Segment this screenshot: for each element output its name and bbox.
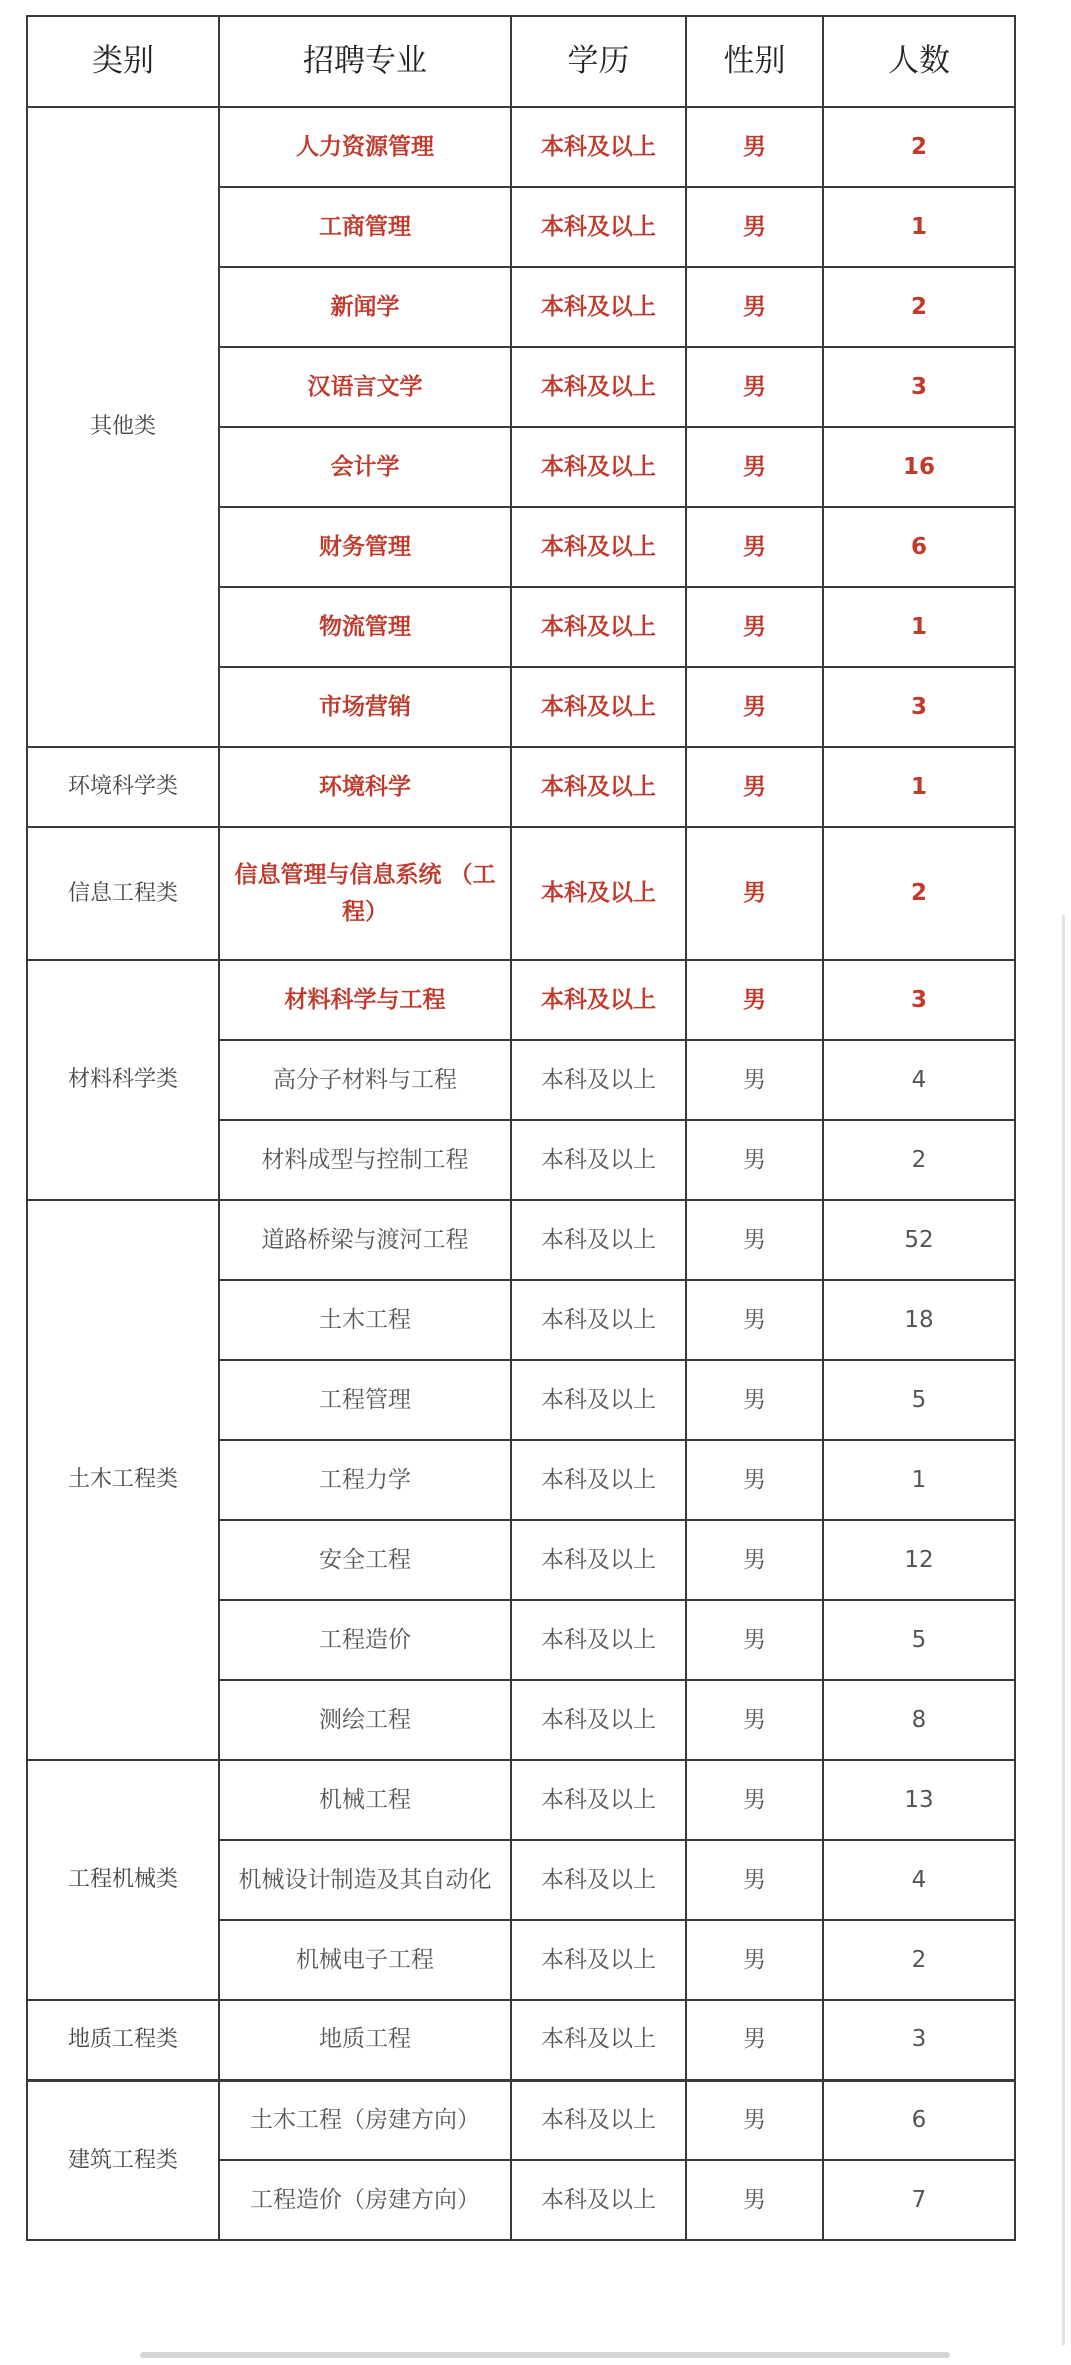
count-cell: 13: [823, 1760, 1015, 1840]
count-cell: 1: [823, 747, 1015, 827]
major-cell: 机械工程: [219, 1760, 511, 1840]
gender-cell: 男: [686, 107, 823, 187]
major-cell: 信息管理与信息系统 （工程）: [219, 827, 511, 960]
table-row: [27, 2080, 1015, 2160]
major-cell: 材料科学与工程: [219, 960, 511, 1040]
count-cell: 3: [823, 2000, 1015, 2080]
category-cell-machinery: 工程机械类: [27, 1760, 219, 2000]
table-row: [27, 2000, 1015, 2080]
major-cell: 工程管理: [219, 1360, 511, 1440]
education-cell: 本科及以上: [511, 587, 686, 667]
major-cell: 高分子材料与工程: [219, 1040, 511, 1120]
gender-cell: 男: [686, 187, 823, 267]
recruitment-table-wrapper: [26, 15, 1014, 2241]
gender-cell: 男: [686, 960, 823, 1040]
major-cell: 工商管理: [219, 187, 511, 267]
major-cell: 工程力学: [219, 1440, 511, 1520]
education-cell: 本科及以上: [511, 1040, 686, 1120]
major-cell: 材料成型与控制工程: [219, 1120, 511, 1200]
gender-cell: 男: [686, 1600, 823, 1680]
count-cell: 6: [823, 507, 1015, 587]
gender-cell: 男: [686, 1280, 823, 1360]
gender-cell: 男: [686, 1440, 823, 1520]
education-cell: 本科及以上: [511, 187, 686, 267]
gender-cell: 男: [686, 2080, 823, 2160]
major-cell: 人力资源管理: [219, 107, 511, 187]
count-cell: 16: [823, 427, 1015, 507]
table-row: [27, 960, 1015, 1040]
education-cell: 本科及以上: [511, 827, 686, 960]
table-header-row: [27, 16, 1015, 107]
education-cell: 本科及以上: [511, 2080, 686, 2160]
education-cell: 本科及以上: [511, 507, 686, 587]
education-cell: 本科及以上: [511, 347, 686, 427]
education-cell: 本科及以上: [511, 1520, 686, 1600]
table-row: [27, 827, 1015, 960]
header-major: 招聘专业: [219, 16, 511, 107]
gender-cell: 男: [686, 2160, 823, 2240]
major-cell: 物流管理: [219, 587, 511, 667]
category-cell-geology: 地质工程类: [27, 2000, 219, 2080]
count-cell: 52: [823, 1200, 1015, 1280]
gender-cell: 男: [686, 667, 823, 747]
count-cell: 5: [823, 1360, 1015, 1440]
gender-cell: 男: [686, 347, 823, 427]
education-cell: 本科及以上: [511, 747, 686, 827]
major-cell: 环境科学: [219, 747, 511, 827]
category-cell-other: 其他类: [27, 107, 219, 747]
gender-cell: 男: [686, 1840, 823, 1920]
major-cell: 土木工程（房建方向）: [219, 2080, 511, 2160]
education-cell: 本科及以上: [511, 1760, 686, 1840]
count-cell: 7: [823, 2160, 1015, 2240]
category-cell-civil: 土木工程类: [27, 1200, 219, 1760]
gender-cell: 男: [686, 1360, 823, 1440]
count-cell: 3: [823, 667, 1015, 747]
major-cell: 道路桥梁与渡河工程: [219, 1200, 511, 1280]
gender-cell: 男: [686, 747, 823, 827]
count-cell: 2: [823, 267, 1015, 347]
count-cell: 1: [823, 1440, 1015, 1520]
category-cell-env: 环境科学类: [27, 747, 219, 827]
count-cell: 2: [823, 827, 1015, 960]
major-cell: 工程造价（房建方向）: [219, 2160, 511, 2240]
table-row: [27, 747, 1015, 827]
header-category: 类别: [27, 16, 219, 107]
major-cell: 安全工程: [219, 1520, 511, 1600]
gender-cell: 男: [686, 827, 823, 960]
gender-cell: 男: [686, 427, 823, 507]
major-cell: 工程造价: [219, 1600, 511, 1680]
category-cell-material: 材料科学类: [27, 960, 219, 1200]
header-education: 学历: [511, 16, 686, 107]
gender-cell: 男: [686, 1200, 823, 1280]
major-cell: 机械电子工程: [219, 1920, 511, 2000]
count-cell: 4: [823, 1040, 1015, 1120]
gender-cell: 男: [686, 1120, 823, 1200]
major-cell: 财务管理: [219, 507, 511, 587]
count-cell: 3: [823, 960, 1015, 1040]
education-cell: 本科及以上: [511, 427, 686, 507]
education-cell: 本科及以上: [511, 1360, 686, 1440]
gender-cell: 男: [686, 1520, 823, 1600]
major-cell: 新闻学: [219, 267, 511, 347]
education-cell: 本科及以上: [511, 1840, 686, 1920]
table-row: [27, 1760, 1015, 1840]
education-cell: 本科及以上: [511, 2000, 686, 2080]
header-gender: 性别: [686, 16, 823, 107]
count-cell: 6: [823, 2080, 1015, 2160]
education-cell: 本科及以上: [511, 1680, 686, 1760]
gender-cell: 男: [686, 587, 823, 667]
category-cell-building: 建筑工程类: [27, 2080, 219, 2240]
count-cell: 4: [823, 1840, 1015, 1920]
major-cell: 测绘工程: [219, 1680, 511, 1760]
education-cell: 本科及以上: [511, 1200, 686, 1280]
major-cell: 汉语言文学: [219, 347, 511, 427]
count-cell: 1: [823, 587, 1015, 667]
count-cell: 8: [823, 1680, 1015, 1760]
gender-cell: 男: [686, 1920, 823, 2000]
education-cell: 本科及以上: [511, 960, 686, 1040]
count-cell: 3: [823, 347, 1015, 427]
gender-cell: 男: [686, 1760, 823, 1840]
education-cell: 本科及以上: [511, 667, 686, 747]
major-cell: 会计学: [219, 427, 511, 507]
header-count: 人数: [823, 16, 1015, 107]
table-row: [27, 107, 1015, 187]
count-cell: 18: [823, 1280, 1015, 1360]
major-cell: 土木工程: [219, 1280, 511, 1360]
recruitment-table: [26, 15, 1016, 2241]
count-cell: 2: [823, 107, 1015, 187]
count-cell: 2: [823, 1120, 1015, 1200]
education-cell: 本科及以上: [511, 107, 686, 187]
count-cell: 2: [823, 1920, 1015, 2000]
gender-cell: 男: [686, 2000, 823, 2080]
education-cell: 本科及以上: [511, 1280, 686, 1360]
education-cell: 本科及以上: [511, 267, 686, 347]
horizontal-scrollbar[interactable]: [140, 2352, 950, 2358]
count-cell: 5: [823, 1600, 1015, 1680]
gender-cell: 男: [686, 267, 823, 347]
education-cell: 本科及以上: [511, 1600, 686, 1680]
count-cell: 12: [823, 1520, 1015, 1600]
vertical-scrollbar[interactable]: [1062, 915, 1065, 2345]
major-cell: 机械设计制造及其自动化: [219, 1840, 511, 1920]
major-cell: 地质工程: [219, 2000, 511, 2080]
education-cell: 本科及以上: [511, 1440, 686, 1520]
table-row: [27, 1200, 1015, 1280]
education-cell: 本科及以上: [511, 2160, 686, 2240]
gender-cell: 男: [686, 1040, 823, 1120]
gender-cell: 男: [686, 507, 823, 587]
major-cell: 市场营销: [219, 667, 511, 747]
education-cell: 本科及以上: [511, 1120, 686, 1200]
gender-cell: 男: [686, 1680, 823, 1760]
count-cell: 1: [823, 187, 1015, 267]
category-cell-info: 信息工程类: [27, 827, 219, 960]
education-cell: 本科及以上: [511, 1920, 686, 2000]
